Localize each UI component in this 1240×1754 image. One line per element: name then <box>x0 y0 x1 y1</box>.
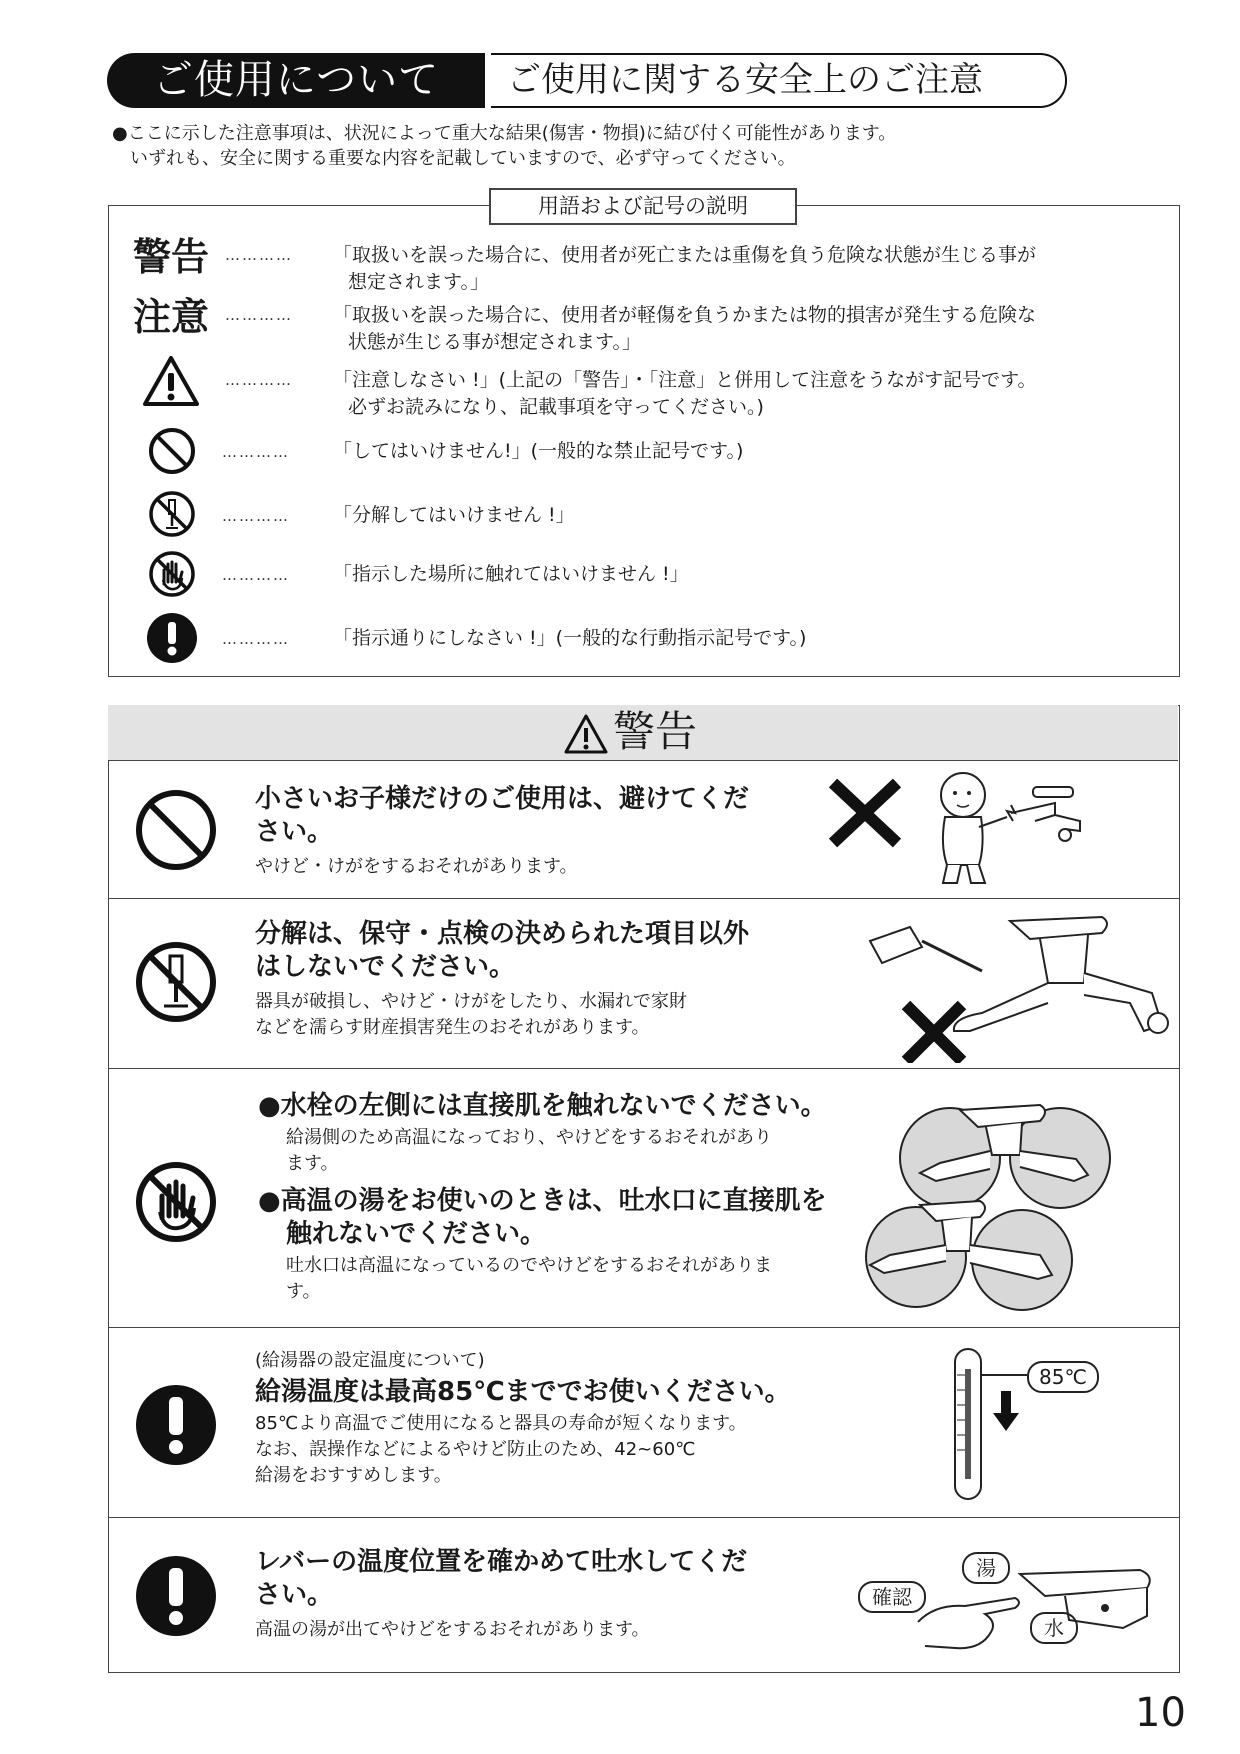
legend-dots: ………… <box>225 371 293 389</box>
section-subtitle: ご使用に関する安全上のご注意 <box>491 53 1067 108</box>
intro-line-1: ●ここに示した注意事項は、状況によって重大な結果(傷害・物損)に結び付く可能性があります。 <box>112 123 897 144</box>
legend-title: 用語および記号の説明 <box>489 188 797 225</box>
mandatory-action-icon <box>134 1554 218 1638</box>
check-label: 確認 <box>858 1581 926 1613</box>
prohibit-icon <box>134 788 218 872</box>
legend-dots: ………… <box>222 566 290 584</box>
caution-triangle-icon <box>563 713 609 755</box>
warning-header-label: 警告 <box>613 707 698 756</box>
intro-line-2: いずれも、安全に関する重要な内容を記載していますので、必ず守ってください。 <box>130 148 796 169</box>
legend-dots: ………… <box>225 246 293 264</box>
no-touch-icon <box>148 550 196 598</box>
row-divider <box>108 1517 1180 1518</box>
row2-text: 分解は、保守・点検の決められた項目以外 はしないでください。 器具が破損し、やけど・けがをしたり、水漏れで家財 などを濡らす財産損害発生のおそれがあります。 <box>255 919 750 1038</box>
hot-label: 湯 <box>962 1552 1010 1584</box>
mandatory-action-icon <box>134 1383 218 1467</box>
legend-keikoku-text: 「取扱いを誤った場合に、使用者が死亡または重傷を負う危険な状態が生じる事が 想定されます。」 <box>333 244 1037 293</box>
legend-prohibit-text: 「してはいけません!」(一般的な禁止記号です。) <box>333 440 744 462</box>
row1-text: 小さいお子様だけのご使用は、避けてくだ さい。 やけど・けがをするおそれがあります。 <box>255 784 750 877</box>
legend-triangle-text: 「注意しなさい !」(上記の「警告」・「注意」と併用して注意をうながす記号です。 必ずお読みになり、記載事項を守ってください。) <box>333 369 1037 418</box>
legend-dots: ………… <box>222 443 290 461</box>
mandatory-action-icon <box>146 612 198 664</box>
row-divider <box>108 1068 1180 1069</box>
row-divider <box>108 1327 1180 1328</box>
page-number: 10 <box>1135 1690 1186 1736</box>
intro-text <box>112 121 896 171</box>
row4-text: (給湯器の設定温度について) 給湯温度は最高85℃まででお使いください。 85℃より高温でご使用になると器具の寿命が短くなります。 なお、誤操作などによるやけど防止のため、42~60℃ 給湯をおすすめします。 <box>255 1350 791 1486</box>
screwdriver-faucet-illustration <box>862 913 1182 1063</box>
prohibit-icon <box>148 427 196 475</box>
legend-notouch-text: 「指示した場所に触れてはいけません !」 <box>333 563 689 585</box>
legend-chui-word: 注意 <box>133 295 210 339</box>
hot-side-faucet-illustration <box>850 1095 1175 1320</box>
x-mark-icon <box>825 775 905 850</box>
legend-dots: ………… <box>225 306 293 324</box>
section-label: ご使用について <box>107 53 485 108</box>
caution-triangle-icon <box>142 355 200 407</box>
legend-disassemble-text: 「分解してはいけません !」 <box>333 504 575 526</box>
row-divider <box>108 898 1180 899</box>
legend-keikoku-word: 警告 <box>133 235 210 279</box>
no-touch-icon <box>134 1160 218 1244</box>
no-disassemble-icon <box>134 940 218 1024</box>
no-disassemble-icon <box>148 490 196 538</box>
temp-limit-label: 85℃ <box>1027 1361 1099 1393</box>
row3-text: ●水栓の左側には直接肌を触れないでください。 給湯側のため高温になっており、やけどをするおそれがあり ます。 ●高温の湯をお使いのときは、吐水口に直接肌を 触れないでください。 吐水口は高温になっているのでやけどをするおそれがありま す。 <box>258 1091 827 1302</box>
child-faucet-illustration <box>915 765 1090 890</box>
legend-mandatory-text: 「指示通りにしなさい !」(一般的な行動指示記号です。) <box>333 627 807 649</box>
row5-text: レバーの温度位置を確かめて吐水してくだ さい。 高温の湯が出てやけどをするおそれがあります。 <box>255 1547 748 1640</box>
legend-dots: ………… <box>222 507 290 525</box>
cold-label: 水 <box>1030 1612 1078 1644</box>
legend-chui-text: 「取扱いを誤った場合に、使用者が軽傷を負うかまたは物的損害が発生する危険な 状態が生じる事が想定されます。」 <box>333 304 1037 353</box>
legend-dots: ………… <box>222 630 290 648</box>
